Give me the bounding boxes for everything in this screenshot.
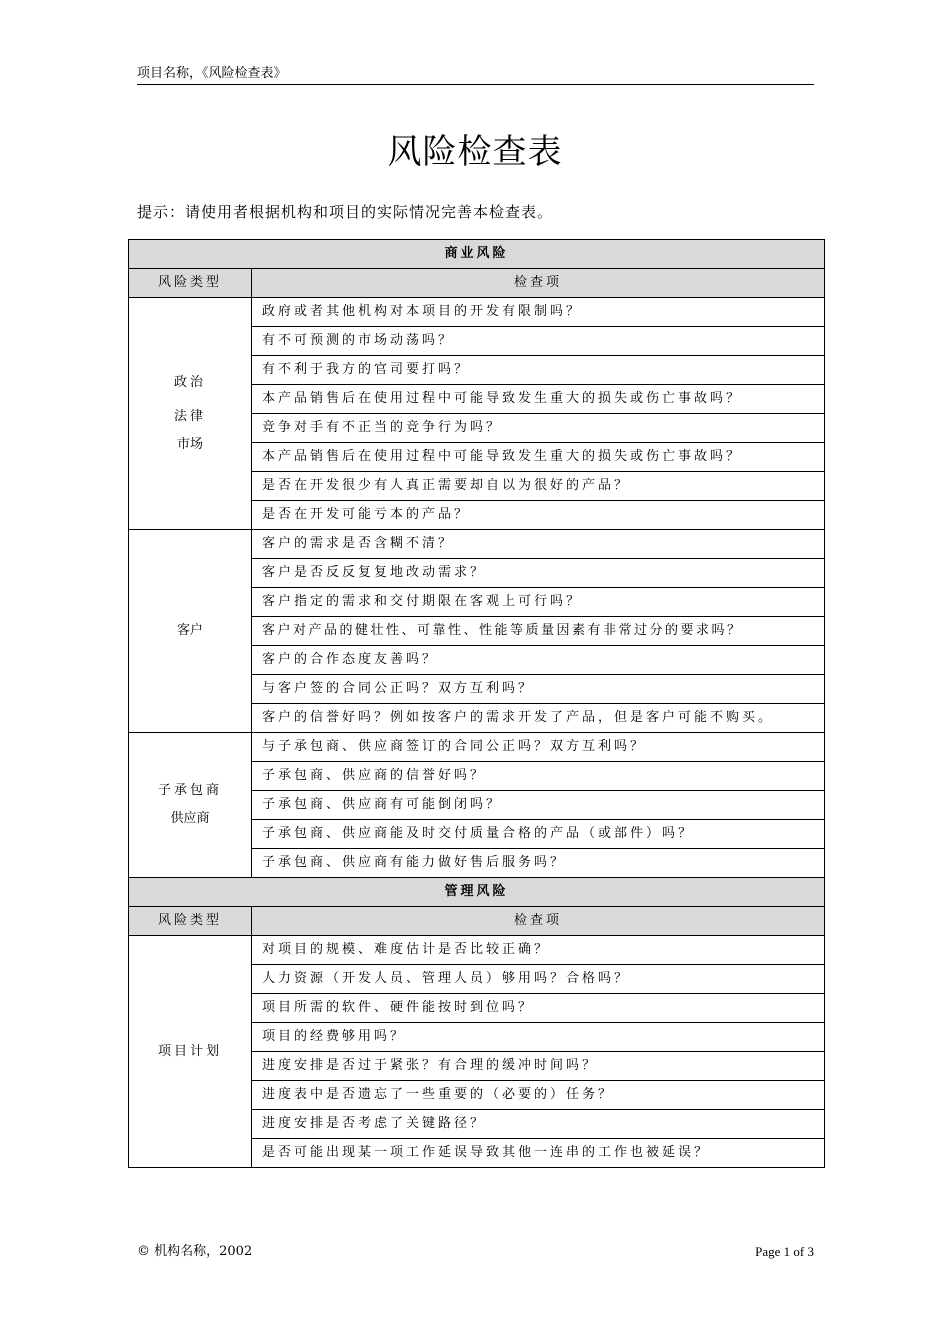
check-item: 本产品销售后在使用过程中可能导致发生重大的损失或伤亡事故吗？	[252, 443, 825, 472]
column-header-type: 风险类型	[129, 269, 252, 298]
check-item: 进度安排是否过于紧张？有合理的缓冲时间吗？	[252, 1052, 825, 1081]
section-header-row	[129, 240, 825, 269]
column-header-row	[129, 269, 825, 298]
check-item: 本产品销售后在使用过程中可能导致发生重大的损失或伤亡事故吗？	[252, 385, 825, 414]
column-header-item: 检查项	[252, 907, 825, 936]
footer-page-number: Page 1 of 3	[755, 1244, 814, 1259]
check-item: 子承包商、供应商能及时交付质量合格的产品（或部件）吗？	[252, 820, 825, 849]
check-item: 政府或者其他机构对本项目的开发有限制吗？	[252, 298, 825, 327]
check-item: 是否可能出现某一项工作延误导致其他一连串的工作也被延误？	[252, 1139, 825, 1168]
check-item: 进度表中是否遗忘了一些重要的（必要的）任务？	[252, 1081, 825, 1110]
table-row	[129, 530, 825, 559]
check-item: 对项目的规模、难度估计是否比较正确？	[252, 936, 825, 965]
header-text: 项目名称，《风险检查表》	[137, 66, 287, 81]
check-item: 子承包商、供应商的信誉好吗？	[252, 762, 825, 791]
table-row	[129, 936, 825, 965]
check-item: 有不利于我方的官司要打吗？	[252, 356, 825, 385]
table-row	[129, 733, 825, 762]
risk-category	[129, 530, 252, 733]
check-item: 竞争对手有不正当的竞争行为吗？	[252, 414, 825, 443]
check-item: 客户的需求是否含糊不清？	[252, 530, 825, 559]
risk-category	[129, 936, 252, 1168]
page-header	[137, 66, 814, 85]
column-header-type: 风险类型	[129, 907, 252, 936]
risk-checklist-table	[128, 239, 825, 1168]
table-row	[129, 298, 825, 327]
category-line: 项目计划	[157, 1043, 222, 1059]
check-item: 客户对产品的健壮性、可靠性、性能等质量因素有非常过分的要求吗？	[252, 617, 825, 646]
check-item: 有不可预测的市场动荡吗？	[252, 327, 825, 356]
category-line: 法律	[173, 408, 206, 424]
risk-category	[129, 298, 252, 530]
hint-text: 提示：请使用者根据机构和项目的实际情况完善本检查表。	[137, 203, 554, 221]
check-item: 子承包商、供应商有能力做好售后服务吗？	[252, 849, 825, 878]
check-item: 项目所需的软件、硬件能按时到位吗？	[252, 994, 825, 1023]
section-title: 商业风险	[129, 240, 825, 269]
check-item: 是否在开发很少有人真正需要却自以为很好的产品？	[252, 472, 825, 501]
check-item: 是否在开发可能亏本的产品？	[252, 501, 825, 530]
section-title: 管理风险	[129, 878, 825, 907]
footer-copyright: © 机构名称，2002	[137, 1244, 253, 1259]
check-item: 客户的合作态度友善吗？	[252, 646, 825, 675]
check-item: 客户是否反反复复地改动需求？	[252, 559, 825, 588]
category-line: 政治	[173, 374, 206, 390]
category-line: 市场	[176, 436, 203, 452]
column-header-item: 检查项	[252, 269, 825, 298]
risk-category	[129, 733, 252, 878]
check-item: 子承包商、供应商有可能倒闭吗？	[252, 791, 825, 820]
check-item: 与客户签的合同公正吗？双方互利吗？	[252, 675, 825, 704]
check-item: 与子承包商、供应商签订的合同公正吗？双方互利吗？	[252, 733, 825, 762]
section-header-row	[129, 878, 825, 907]
document-title: 风险检查表	[387, 132, 563, 172]
check-item: 人力资源（开发人员、管理人员）够用吗？合格吗？	[252, 965, 825, 994]
category-line: 子承包商	[157, 783, 222, 798]
check-item: 进度安排是否考虑了关键路径？	[252, 1110, 825, 1139]
check-item: 客户指定的需求和交付期限在客观上可行吗？	[252, 588, 825, 617]
category-line: 客户	[176, 623, 203, 638]
check-item: 项目的经费够用吗？	[252, 1023, 825, 1052]
category-line: 供应商	[170, 811, 210, 826]
check-item: 客户的信誉好吗？例如按客户的需求开发了产品，但是客户可能不购买。	[252, 704, 825, 733]
column-header-row	[129, 907, 825, 936]
